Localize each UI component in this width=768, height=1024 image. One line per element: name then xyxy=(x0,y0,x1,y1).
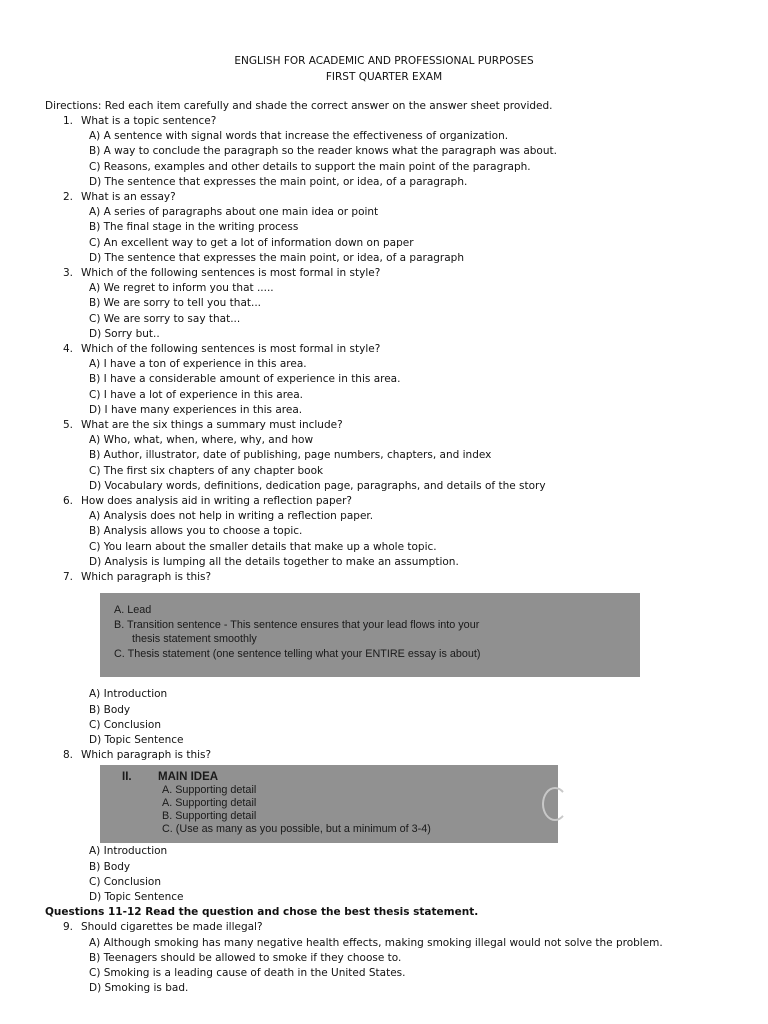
answer-option: C) You learn about the smaller details that make up a whole topic. xyxy=(89,540,437,553)
answer-option: B) Author, illustrator, date of publishing, page numbers, chapters, and index xyxy=(89,449,492,462)
answer-option: C) Smoking is a leading cause of death in the United States. xyxy=(89,966,406,979)
answer-option: B) I have a considerable amount of experience in this area. xyxy=(89,373,401,386)
answer-option: D) The sentence that expresses the main point, or idea, of a paragraph. xyxy=(89,175,468,188)
answer-option: A) I have a ton of experience in this area. xyxy=(89,358,307,371)
answer-option: B) The final stage in the writing process xyxy=(89,221,299,234)
answer-option: C) Conclusion xyxy=(89,875,161,888)
question-text: Which of the following sentences is most formal in style? xyxy=(81,267,381,280)
question-9 xyxy=(45,920,745,996)
main-idea-outline-image xyxy=(100,765,558,843)
answer-option: C) Conclusion xyxy=(89,718,161,731)
question-1 xyxy=(45,114,745,190)
question-number: 7. xyxy=(62,571,73,584)
answer-option: A) Although smoking has many negative health effects, making smoking illegal would not solve the problem. xyxy=(89,936,663,949)
answer-option: A) Introduction xyxy=(89,845,168,858)
question-number: 4. xyxy=(62,343,73,356)
outline-line: A. Supporting detail xyxy=(162,784,257,797)
answer-option: A) Who, what, when, where, why, and how xyxy=(89,434,314,447)
outline-line: B. Supporting detail xyxy=(162,810,257,823)
outline-title: MAIN IDEA xyxy=(158,771,219,784)
question-8 xyxy=(45,748,745,905)
outline-line: C. (Use as many as you possible, but a minimum of 3-4) xyxy=(162,823,431,836)
directions: Directions: Red each item carefully and shade the correct answer on the answer sheet provided. xyxy=(45,100,553,112)
question-5 xyxy=(45,418,745,494)
answer-option: C) An excellent way to get a lot of information down on paper xyxy=(89,236,414,249)
answer-option: A) Introduction xyxy=(89,688,168,701)
answer-option: B) We are sorry to tell you that... xyxy=(89,297,262,310)
question-4 xyxy=(45,342,745,418)
question-2 xyxy=(45,190,745,266)
question-number: 1. xyxy=(62,115,73,127)
answer-option: A) We regret to inform you that ..... xyxy=(89,282,274,295)
question-text: Which paragraph is this? xyxy=(81,749,212,762)
answer-option: B) Teenagers should be allowed to smoke if they choose to. xyxy=(89,951,402,964)
answer-option: C) I have a lot of experience in this area. xyxy=(89,388,304,401)
answer-option: C) Reasons, examples and other details to support the main point of the paragraph. xyxy=(89,160,531,173)
question-number: 5. xyxy=(62,419,73,432)
answer-option: C) We are sorry to say that... xyxy=(89,312,241,325)
answer-option: D) Smoking is bad. xyxy=(89,982,189,995)
answer-option: D) I have many experiences in this area. xyxy=(89,403,303,416)
answer-option: B) Analysis allows you to choose a topic. xyxy=(89,525,303,538)
answer-option: C) The first six chapters of any chapter book xyxy=(89,464,324,477)
outline-line: B. Transition sentence - This sentence ensures that your lead flows into your xyxy=(114,618,480,631)
answer-option: D) The sentence that expresses the main point, or idea, of a paragraph xyxy=(89,251,464,264)
answer-option: A) Analysis does not help in writing a reflection paper. xyxy=(89,510,374,523)
outline-line: thesis statement smoothly xyxy=(132,633,257,646)
course-title: ENGLISH FOR ACADEMIC AND PROFESSIONAL PURPOSES xyxy=(234,55,534,67)
answer-option: D) Sorry but.. xyxy=(89,327,160,340)
outline-line: A. Lead xyxy=(114,604,152,617)
answer-option: A) A sentence with signal words that increase the effectiveness of organization. xyxy=(89,130,509,143)
outline-line: C. Thesis statement (one sentence telling what your ENTIRE essay is about) xyxy=(114,647,481,660)
answer-option: B) A way to conclude the paragraph so the reader knows what the paragraph was about. xyxy=(89,145,557,158)
answer-option: D) Vocabulary words, definitions, dedication page, paragraphs, and details of the story xyxy=(89,479,546,492)
question-text: Which paragraph is this? xyxy=(81,571,212,584)
essay-outline-image xyxy=(100,593,640,677)
answer-option: D) Analysis is lumping all the details together to make an assumption. xyxy=(89,555,459,568)
exam-header xyxy=(0,53,768,85)
question-number: 8. xyxy=(62,749,73,762)
answer-option: A) A series of paragraphs about one main idea or point xyxy=(89,206,379,219)
section-heading: Questions 11-12 Read the question and chose the best thesis statement. xyxy=(45,906,479,919)
question-7 xyxy=(45,570,745,748)
question-6 xyxy=(45,494,745,570)
question-number: 3. xyxy=(62,267,73,280)
question-list xyxy=(45,114,745,996)
question-number: 2. xyxy=(62,191,73,204)
question-text: How does analysis aid in writing a reflection paper? xyxy=(81,495,352,508)
circle-mark-icon xyxy=(542,787,568,821)
question-text: Which of the following sentences is most formal in style? xyxy=(81,343,381,356)
outline-line: A. Supporting detail xyxy=(162,797,257,810)
answer-option: D) Topic Sentence xyxy=(89,890,184,903)
question-number: 6. xyxy=(62,495,73,508)
answer-option: D) Topic Sentence xyxy=(89,733,184,746)
answer-option: B) Body xyxy=(89,703,131,716)
outline-roman-numeral: II. xyxy=(122,771,132,784)
question-text: Should cigarettes be made illegal? xyxy=(81,921,263,934)
question-text: What are the six things a summary must include? xyxy=(81,419,343,432)
answer-option: B) Body xyxy=(89,860,131,873)
question-number: 9. xyxy=(62,921,73,934)
question-text: What is an essay? xyxy=(81,191,176,204)
question-text: What is a topic sentence? xyxy=(81,115,217,127)
question-3 xyxy=(45,266,745,342)
exam-title: FIRST QUARTER EXAM xyxy=(325,71,443,83)
